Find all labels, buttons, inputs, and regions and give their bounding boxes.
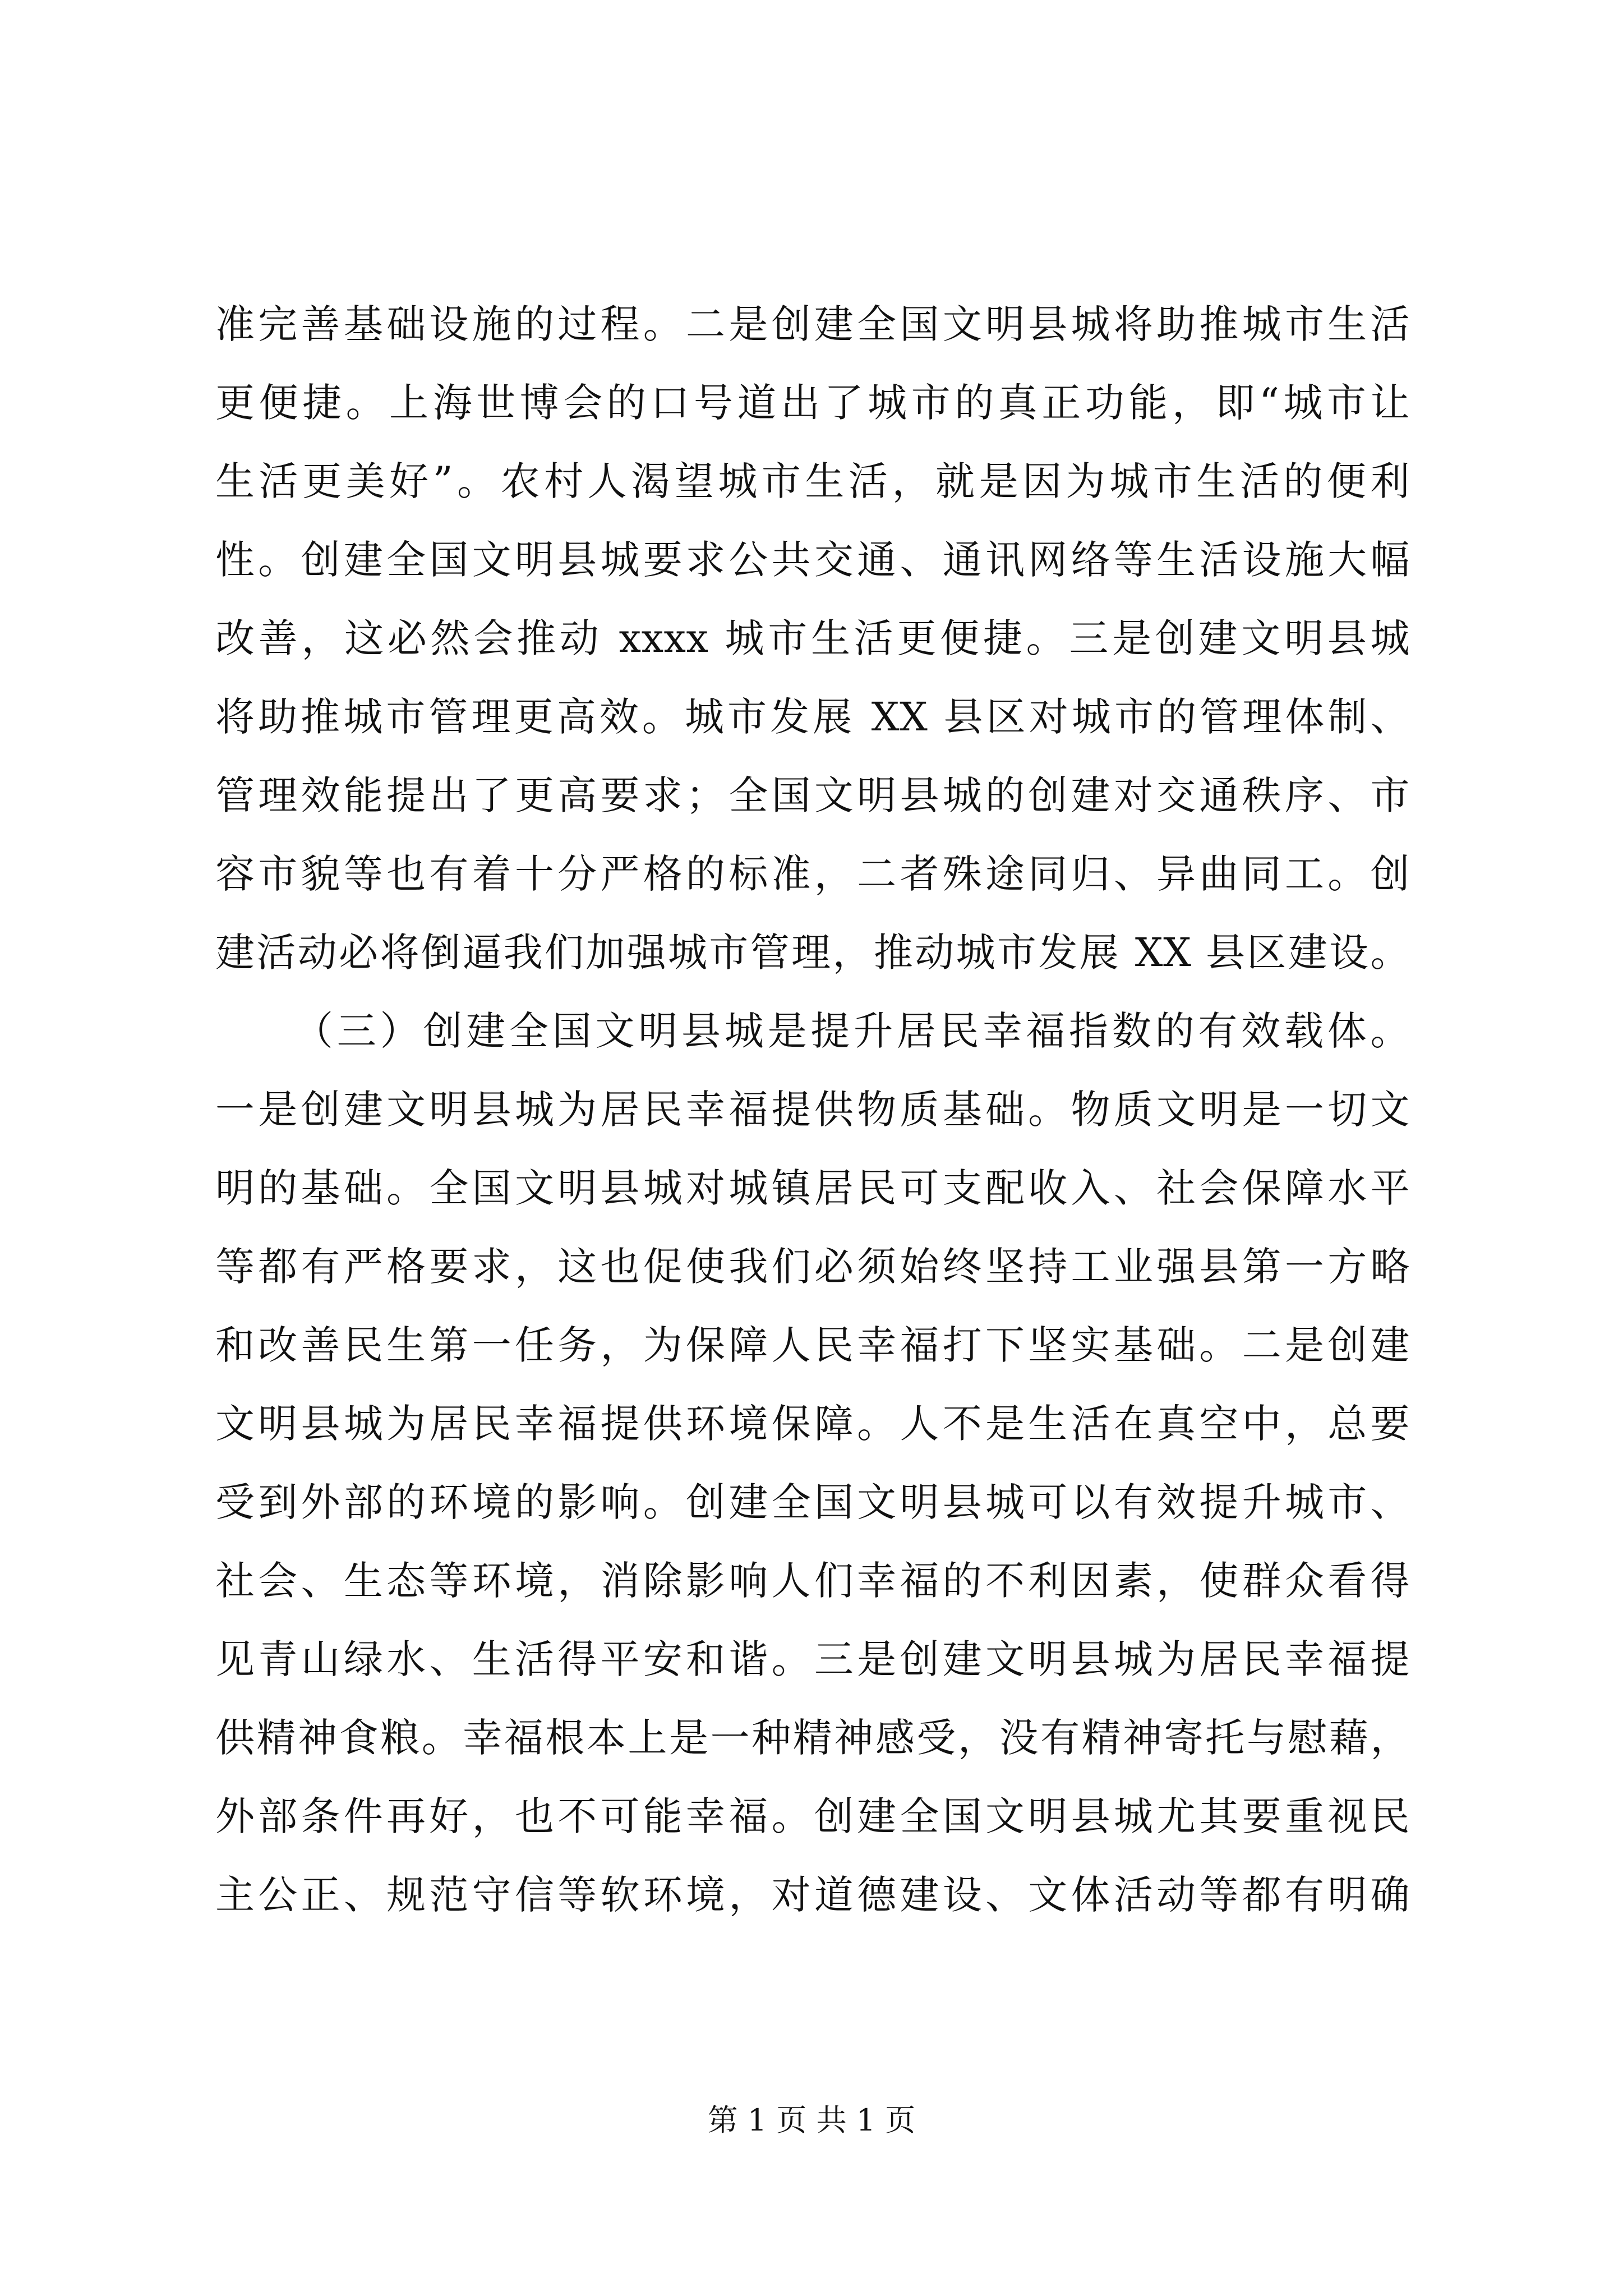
paragraph-line: 文明县城为居民幸福提供环境保障。人不是生活在真空中，总要 <box>215 1401 1410 1447</box>
paragraph-line: 一是创建文明县城为居民幸福提供物质基础。物质文明是一切文 <box>215 1087 1410 1133</box>
paragraph-line: 供精神食粮。幸福根本上是一种精神感受，没有精神寄托与慰藉， <box>215 1715 1410 1761</box>
paragraph-line: 见青山绿水、生活得平安和谐。三是创建文明县城为居民幸福提 <box>215 1636 1410 1682</box>
paragraph-line: 和改善民生第一任务，为保障人民幸福打下坚实基础。二是创建 <box>215 1322 1410 1368</box>
paragraph-line: 外部条件再好，也不可能幸福。创建全国文明县城尤其要重视民 <box>215 1793 1410 1839</box>
paragraph-line: 更便捷。上海世博会的口号道出了城市的真正功能，即“城市让 <box>215 380 1410 426</box>
paragraph-line: 性。创建全国文明县城要求公共交通、通讯网络等生活设施大幅 <box>215 537 1410 583</box>
paragraph-line: 明的基础。全国文明县城对城镇居民可支配收入、社会保障水平 <box>215 1165 1410 1211</box>
section-heading-line: （三）创建全国文明县城是提升居民幸福指数的有效载体。 <box>294 1008 1410 1054</box>
paragraph-line: 主公正、规范守信等软环境，对道德建设、文体活动等都有明确 <box>215 1872 1410 1918</box>
paragraph-line: 容市貌等也有着十分严格的标准，二者殊途同归、异曲同工。创 <box>215 851 1410 897</box>
paragraph-line: 准完善基础设施的过程。二是创建全国文明县城将助推城市生活 <box>215 301 1410 347</box>
page-footer <box>0 2101 1623 2140</box>
paragraph-line: 受到外部的环境的影响。创建全国文明县城可以有效提升城市、 <box>215 1479 1410 1525</box>
page-number-label: 第 1 页 共 1 页 <box>707 2102 916 2138</box>
paragraph-line: 建活动必将倒逼我们加强城市管理，推动城市发展 XX 县区建设。 <box>215 930 1410 976</box>
paragraph-line: 社会、生态等环境，消除影响人们幸福的不利因素，使群众看得 <box>215 1558 1410 1604</box>
paragraph-line: 管理效能提出了更高要求；全国文明县城的创建对交通秩序、市 <box>215 772 1410 818</box>
paragraph-line: 改善，这必然会推动 xxxx 城市生活更便捷。三是创建文明县城 <box>215 615 1410 661</box>
paragraph-line: 将助推城市管理更高效。城市发展 XX 县区对城市的管理体制、 <box>215 694 1410 740</box>
paragraph-line: 生活更美好”。农村人渴望城市生活，就是因为城市生活的便利 <box>215 458 1410 504</box>
paragraph-line: 等都有严格要求，这也促使我们必须始终坚持工业强县第一方略 <box>215 1244 1410 1290</box>
